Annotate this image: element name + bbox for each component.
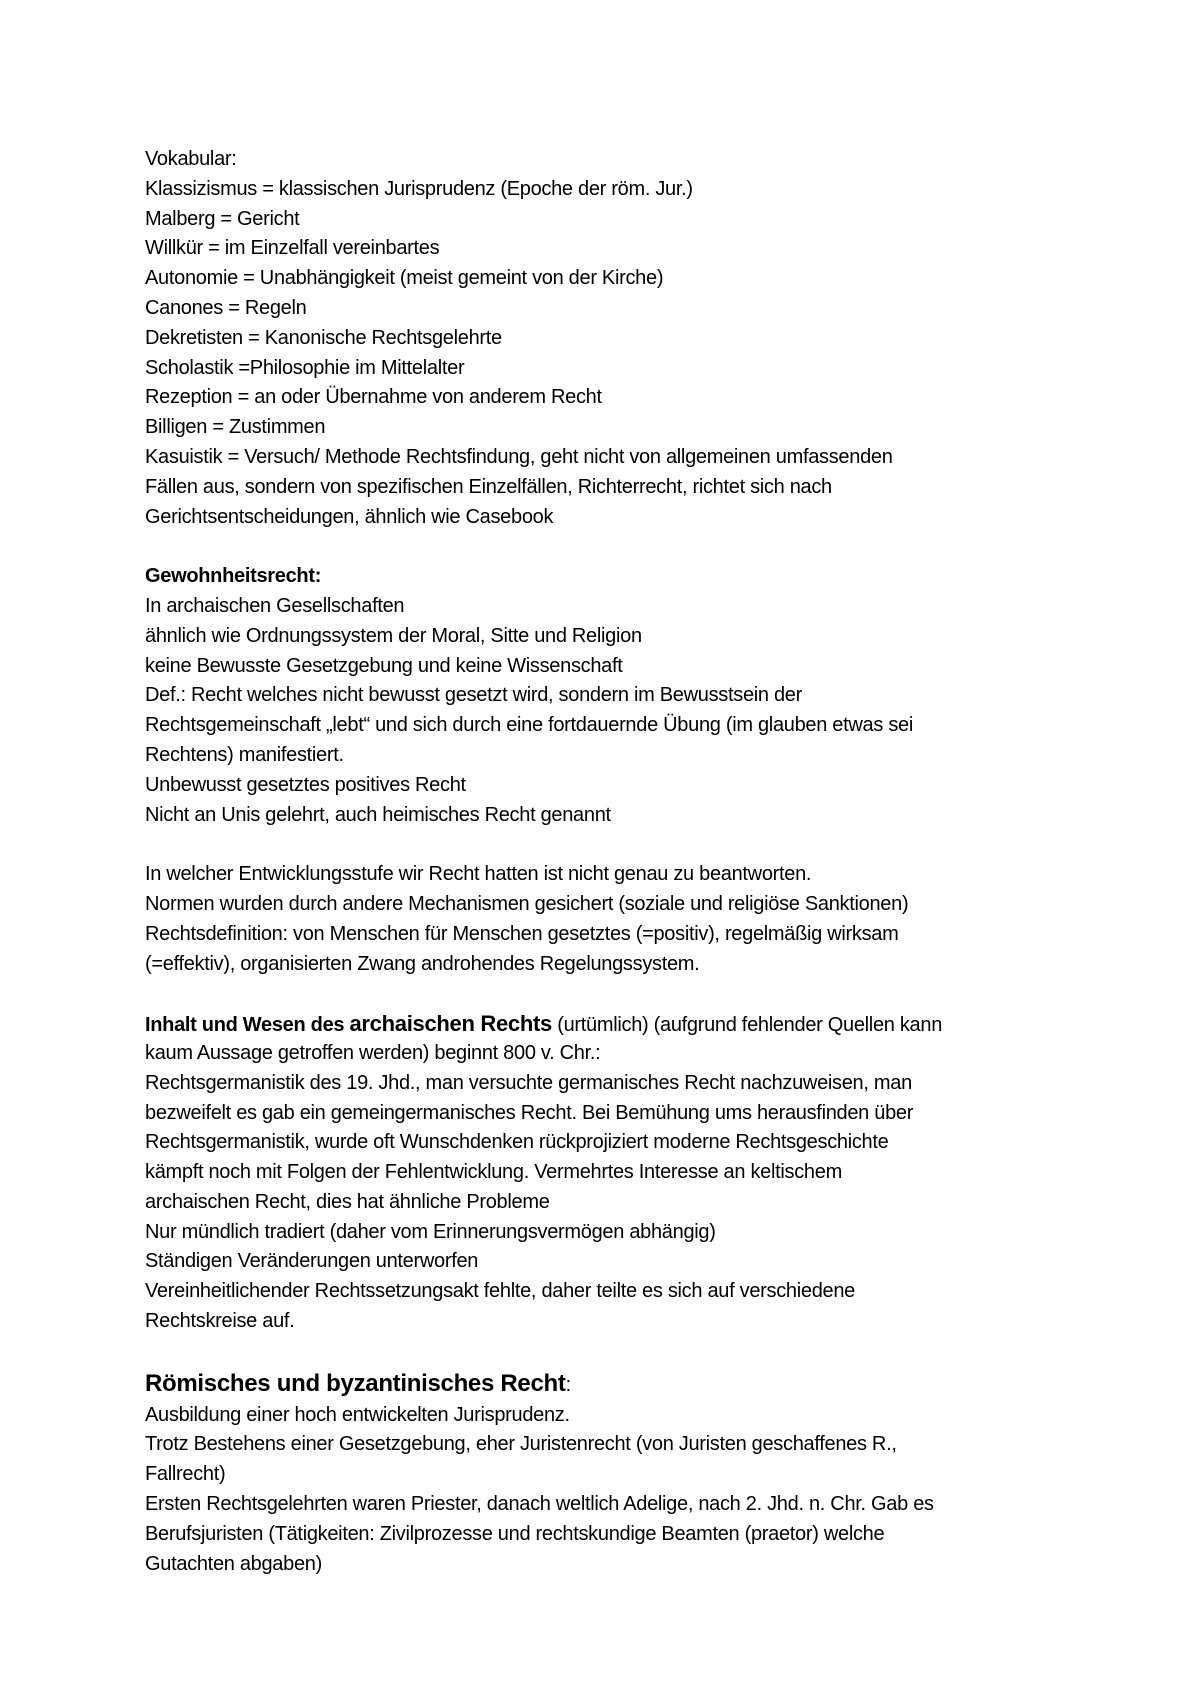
paragraph-line: Rechtsdefinition: von Menschen für Menschen gesetztes (=positiv), regelmäßig wirksam	[145, 922, 899, 945]
paragraph-line: Gutachten abgaben)	[145, 1552, 322, 1575]
vocab-line: Gerichtsentscheidungen, ähnlich wie Casebook	[145, 505, 554, 528]
paragraph-line: ähnlich wie Ordnungssystem der Moral, Sitte und Religion	[145, 624, 642, 647]
gewohnheitsrecht-section	[145, 562, 1105, 830]
paragraph-line: Nicht an Unis gelehrt, auch heimisches Recht genannt	[145, 803, 611, 826]
paragraph-line: Trotz Bestehens einer Gesetzgebung, eher Juristenrecht (von Juristen geschaffenes R.,	[145, 1433, 897, 1456]
paragraph-line: Nur mündlich tradiert (daher vom Erinnerungsvermögen abhängig)	[145, 1220, 716, 1243]
heading-rest: (urtümlich) (aufgrund fehlender Quellen kann	[551, 1014, 943, 1037]
section-heading	[145, 1009, 1105, 1039]
paragraph-line: bezweifelt es gab ein gemeingermanisches Recht. Bei Bemühung ums herausfinden über	[145, 1101, 914, 1124]
vocab-line: Canones = Regeln	[145, 296, 307, 319]
paragraph-line: archaischen Recht, dies hat ähnliche Probleme	[145, 1190, 550, 1213]
vocab-title: Vokabular:	[145, 148, 237, 170]
paragraph-line: Rechtsgemeinschaft „lebt“ und sich durch eine fortdauernde Übung (im glauben etwas sei	[145, 714, 913, 737]
paragraph-line: Ausbildung einer hoch entwickelten Jurisprudenz.	[145, 1403, 570, 1426]
paragraph-line: Rechtsgermanistik des 19. Jhd., man versuchte germanisches Recht nachzuweisen, man	[145, 1071, 912, 1094]
paragraph-line: Berufsjuristen (Tätigkeiten: Zivilprozesse und rechtskundige Beamten (praetor) welche	[145, 1522, 885, 1545]
paragraph-line: Vereinheitlichender Rechtssetzungsakt fehlte, daher teilte es sich auf verschiedene	[145, 1280, 855, 1303]
paragraph-line: (=effektiv), organisierten Zwang androhendes Regelungssystem.	[145, 952, 700, 975]
section-heading	[145, 1367, 1105, 1401]
heading-text: Römisches und byzantinisches Recht	[145, 1369, 566, 1397]
heading-colon: :	[565, 1373, 571, 1396]
spacer	[145, 830, 1105, 860]
heading-text: Gewohnheitsrecht	[145, 565, 315, 588]
vocab-line: Kasuistik = Versuch/ Methode Rechtsfindung, geht nicht von allgemeinen umfassenden	[145, 445, 893, 468]
vocab-line: Dekretisten = Kanonische Rechtsgelehrte	[145, 326, 502, 349]
paragraph-line: Rechtens) manifestiert.	[145, 743, 344, 766]
paragraph-line: Rechtsgermanistik, wurde oft Wunschdenken rückprojiziert moderne Rechtsgeschichte	[145, 1131, 889, 1154]
vocab-line: Fällen aus, sondern von spezifischen Einzelfällen, Richterrecht, richtet sich nach	[145, 475, 832, 498]
paragraph-line: Ständigen Veränderungen unterworfen	[145, 1250, 479, 1273]
paragraph-line: keine Bewusste Gesetzgebung und keine Wissenschaft	[145, 654, 623, 677]
paragraph-line: Ersten Rechtsgelehrten waren Priester, danach weltlich Adelige, nach 2. Jhd. n. Chr. Gab es	[145, 1493, 934, 1516]
vocab-line: Autonomie = Unabhängigkeit (meist gemeint von der Kirche)	[145, 267, 664, 290]
paragraph-line: kämpft noch mit Folgen der Fehlentwicklung. Vermehrtes Interesse an keltischem	[145, 1161, 842, 1184]
roemisches-recht-section	[145, 1367, 1105, 1580]
vocab-line: Rezeption = an oder Übernahme von anderem Recht	[145, 386, 602, 409]
heading-colon: :	[314, 565, 322, 588]
heading-emphasis: archaischen Rechts	[349, 1011, 552, 1037]
spacer	[145, 1337, 1105, 1367]
paragraph-line: Def.: Recht welches nicht bewusst gesetzt wird, sondern im Bewusstsein der	[145, 684, 802, 707]
paragraph-line: kaum Aussage getroffen werden) beginnt 800 v. Chr.:	[145, 1041, 601, 1064]
spacer	[145, 979, 1105, 1009]
vocab-line: Willkür = im Einzelfall vereinbartes	[145, 237, 440, 260]
vocab-section	[145, 145, 1105, 532]
paragraph-line: In archaischen Gesellschaften	[145, 594, 405, 617]
vocab-line: Scholastik =Philosophie im Mittelalter	[145, 356, 465, 379]
vocab-line: Klassizismus = klassischen Jurisprudenz (Epoche der röm. Jur.)	[145, 177, 693, 200]
vocab-line: Billigen = Zustimmen	[145, 416, 326, 439]
spacer	[145, 532, 1105, 562]
entwicklung-section	[145, 860, 1105, 979]
paragraph-line: Unbewusst gesetztes positives Recht	[145, 773, 466, 796]
paragraph-line: Normen wurden durch andere Mechanismen gesichert (soziale und religiöse Sanktionen)	[145, 892, 909, 915]
paragraph-line: Rechtskreise auf.	[145, 1310, 295, 1333]
heading-text: Inhalt und Wesen des	[145, 1014, 350, 1037]
section-heading	[145, 562, 1105, 592]
paragraph-line: In welcher Entwicklungsstufe wir Recht hatten ist nicht genau zu beantworten.	[145, 863, 812, 886]
vocab-line: Malberg = Gericht	[145, 207, 300, 230]
paragraph-line: Fallrecht)	[145, 1463, 226, 1486]
document-page	[145, 145, 1105, 1579]
archaisches-recht-section	[145, 1009, 1105, 1337]
